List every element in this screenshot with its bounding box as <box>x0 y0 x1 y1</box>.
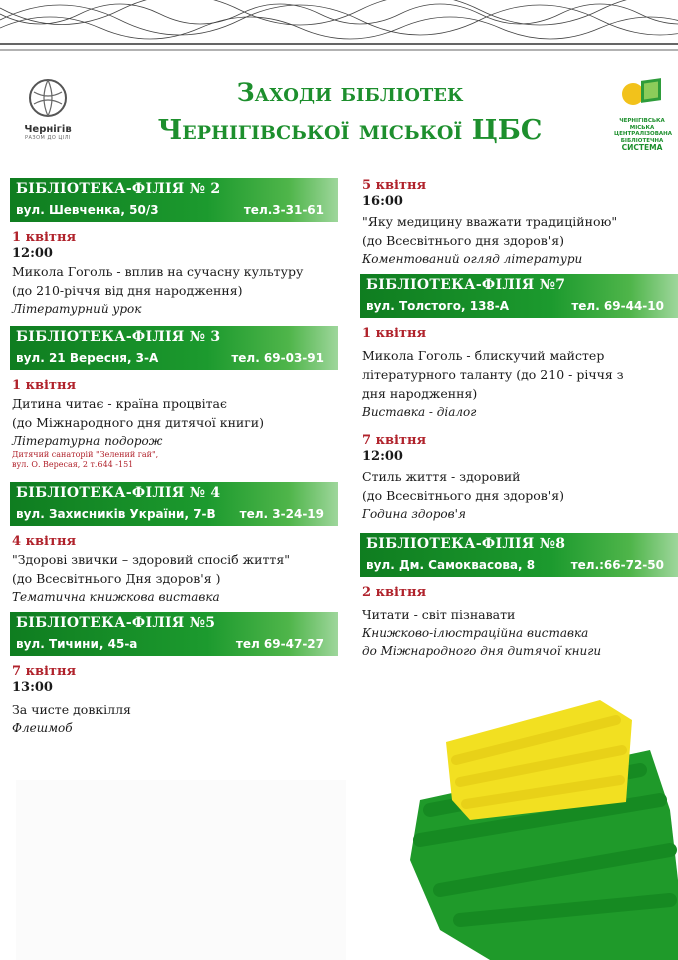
event-date: 4 квітня <box>12 534 77 549</box>
event-title: Стиль життя - здоровий <box>362 469 521 484</box>
event-date: 7 квітня <box>12 664 77 679</box>
event-date: 1 квітня <box>12 230 77 245</box>
page-title <box>130 74 570 150</box>
event-title: "Здорові звички – здоровий спосіб життя" <box>12 552 290 567</box>
logo-text-3: БІБЛІОТЕЧНА <box>620 137 664 144</box>
library-phone: тел. 3-24-19 <box>239 507 324 521</box>
event-title: За чисте довкілля <box>12 702 131 717</box>
library-book-icon <box>619 78 665 114</box>
event-note: (до Всесвітнього дня здоров'я) <box>362 488 565 503</box>
event-type: Коментований огляд літератури <box>362 252 583 266</box>
event-title: "Яку медицину вважати традиційною" <box>362 214 618 229</box>
event-time: 12:00 <box>12 246 53 261</box>
library-address: вул. Тичини, 45-а <box>16 637 138 651</box>
paint-strokes-decoration <box>400 690 678 960</box>
event <box>360 433 678 523</box>
library-banner-7 <box>360 274 678 318</box>
event-title: Микола Гоголь - блискучий майстер <box>362 348 605 363</box>
background-blank <box>16 780 346 960</box>
logo-text-1: ЧЕРНІГІВСЬКА <box>619 118 665 124</box>
logo-city: Чернігів <box>24 124 72 135</box>
library-name: БІБЛІОТЕКА-ФІЛІЯ №8 <box>366 536 566 552</box>
event-type: Флешмоб <box>12 721 73 735</box>
library-banner-3 <box>10 326 338 370</box>
event <box>0 664 345 737</box>
library-name: БІБЛІОТЕКА-ФІЛІЯ № 2 <box>16 181 221 197</box>
event-type-note: до Міжнародного дня дитячої книги <box>362 644 602 658</box>
event-time: 13:00 <box>12 680 53 695</box>
title-line-2: Чернігівської міської ЦБС <box>157 115 543 146</box>
event-date: 5 квітня <box>362 178 427 193</box>
library-address: вул. Шевченка, 50/3 <box>16 203 159 217</box>
library-phone: тел.:66-72-50 <box>570 558 664 572</box>
event <box>360 178 678 268</box>
event-note: (до Всесвітнього дня здоров'я) <box>362 233 565 248</box>
library-name: БІБЛІОТЕКА-ФІЛІЯ № 4 <box>16 485 221 501</box>
logo-text-2: МІСЬКА ЦЕНТРАЛІЗОВАНА <box>614 124 673 137</box>
library-address: вул. Толстого, 138-А <box>366 299 510 313</box>
library-name: БІБЛІОТЕКА-ФІЛІЯ № 3 <box>16 329 221 345</box>
event-title-cont: літературного таланту (до 210 - річчя з <box>362 367 624 382</box>
library-name: БІБЛІОТЕКА-ФІЛІЯ №5 <box>16 615 216 631</box>
event-time: 12:00 <box>362 449 403 464</box>
header-ornament <box>0 0 678 62</box>
event-type: Година здоров'я <box>362 507 466 521</box>
right-column <box>360 178 678 660</box>
library-phone: тел. 69-03-91 <box>231 351 324 365</box>
library-address: вул. Дм. Самоквасова, 8 <box>366 558 536 572</box>
library-phone: тел 69-47-27 <box>235 637 324 651</box>
logo-city-sub: РАЗОМ ДО ЦІЛІ <box>24 135 71 141</box>
event-title: Микола Гоголь - вплив на сучасну культуру <box>12 264 304 279</box>
event-date: 1 квітня <box>12 378 77 393</box>
library-banner-8 <box>360 533 678 577</box>
event-date: 2 квітня <box>362 585 427 600</box>
library-address: вул. Захисників України, 7-В <box>16 507 216 521</box>
event-venue: Дитячий санаторій "Зелений гай", <box>12 450 159 459</box>
library-banner-5 <box>10 612 338 656</box>
event <box>0 230 345 318</box>
library-banner-4 <box>10 482 338 526</box>
event-type: Виставка - діалог <box>362 405 477 419</box>
library-banner-2 <box>10 178 338 222</box>
event <box>360 326 678 421</box>
event-time: 16:00 <box>362 194 403 209</box>
left-column <box>0 178 345 737</box>
event <box>360 585 678 660</box>
event-note: (до Міжнародного дня дитячої книги) <box>12 415 264 430</box>
logo-text-4: СИСТЕМА <box>621 143 663 152</box>
event-type: Літературна подорож <box>12 434 163 448</box>
event-note: (до 210-річчя від дня народження) <box>12 283 243 298</box>
event-type: Тематична книжкова виставка <box>12 590 220 604</box>
event <box>0 534 345 606</box>
globe-icon <box>28 78 68 118</box>
library-phone: тел.3-31-61 <box>243 203 324 217</box>
event-title: Читати - світ пізнавати <box>362 607 516 622</box>
event-title: Дитина читає - країна процвітає <box>12 396 227 411</box>
event-venue-address: вул. О. Вересая, 2 т.644 -151 <box>12 460 134 469</box>
event <box>0 378 345 470</box>
title-line-1: Заходи бібліотек <box>236 78 464 107</box>
library-address: вул. 21 Вересня, 3-А <box>16 351 159 365</box>
library-name: БІБЛІОТЕКА-ФІЛІЯ №7 <box>366 277 566 293</box>
event-title-cont: дня народження) <box>362 386 478 401</box>
event-type: Літературний урок <box>12 302 142 316</box>
event-date: 7 квітня <box>362 433 427 448</box>
event-note: (до Всесвітнього Дня здоров'я ) <box>12 571 221 586</box>
event-type: Книжково-ілюстраційна виставка <box>362 626 589 640</box>
chernihiv-logo <box>22 78 74 141</box>
library-phone: тел. 69-44-10 <box>571 299 664 313</box>
event-date: 1 квітня <box>362 326 427 341</box>
cbs-logo <box>614 78 673 152</box>
